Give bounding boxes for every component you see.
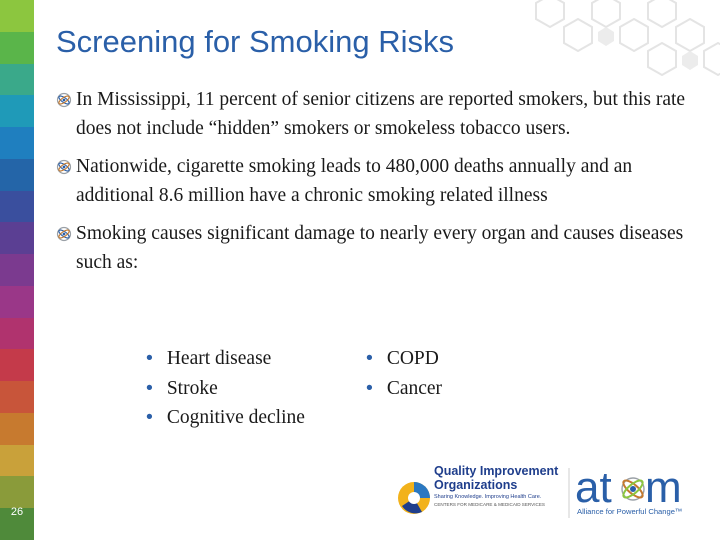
atom-bullet-icon <box>56 159 72 175</box>
stripe-segment <box>0 318 34 350</box>
color-stripe <box>0 0 34 540</box>
disease-item: • Stroke <box>146 376 218 399</box>
bullet-item <box>56 153 686 210</box>
qio-line2: Organizations <box>434 478 518 492</box>
stripe-segment <box>0 445 34 477</box>
bullet-dot-icon: • <box>146 406 153 428</box>
disease-list-left <box>146 344 305 433</box>
stripe-segment <box>0 191 34 223</box>
disease-item: • Cancer <box>366 376 443 399</box>
bullet-dot-icon: • <box>366 347 373 369</box>
bullet-text: In Mississippi, 11 percent of senior citizens are reported smokers, but this rate does not include “hidden” smokers or smokeless tobacco users. <box>76 89 686 139</box>
atom-logo <box>575 463 683 516</box>
atom-bullet-icon <box>56 226 72 242</box>
stripe-segment <box>0 381 34 413</box>
stripe-segment <box>0 159 34 191</box>
stripe-segment <box>0 476 34 508</box>
stripe-segment <box>0 349 34 381</box>
qio-line1: Quality Improvement <box>434 464 559 478</box>
bullet-dot-icon: • <box>146 347 153 369</box>
stripe-segment <box>0 286 34 318</box>
disease-item: • Heart disease <box>146 347 272 369</box>
qio-cms: CENTERS FOR MEDICARE & MEDICAID SERVICES <box>434 502 545 507</box>
disease-list-right <box>366 344 442 403</box>
bullet-item <box>56 86 686 143</box>
bullet-text: Nationwide, cigarette smoking leads to 480,000 deaths annually and an additional 8.6 million have a chronic smoking related illness <box>76 156 633 206</box>
footer-logos <box>392 462 702 526</box>
stripe-segment <box>0 413 34 445</box>
stripe-segment <box>0 64 34 96</box>
bullet-item <box>56 220 686 277</box>
atom-bullet-icon <box>56 92 72 108</box>
qio-logo <box>398 464 559 514</box>
disease-item: • COPD <box>366 347 439 369</box>
stripe-segment <box>0 0 34 32</box>
page-number: 26 <box>10 506 24 518</box>
stripe-segment <box>0 95 34 127</box>
stripe-segment <box>0 127 34 159</box>
atom-wordmark-prefix: at <box>575 463 612 512</box>
disease-item: • Cognitive decline <box>146 406 305 428</box>
bullet-text: Smoking causes significant damage to nearly every organ and causes diseases such as: <box>76 223 684 273</box>
bullet-dot-icon: • <box>146 376 153 399</box>
slide-title: Screening for Smoking Risks <box>56 24 454 59</box>
stripe-segment <box>0 32 34 64</box>
atom-wordmark-suffix: m <box>645 463 682 512</box>
stripe-segment <box>0 222 34 254</box>
qio-tagline: Sharing Knowledge. Improving Health Care. <box>434 494 542 500</box>
bullet-list <box>56 86 686 287</box>
atom-tagline: Alliance for Powerful Change™ <box>577 507 683 516</box>
hexagon-pattern-decoration <box>530 0 720 90</box>
stripe-segment <box>0 254 34 286</box>
bullet-dot-icon: • <box>366 376 373 399</box>
